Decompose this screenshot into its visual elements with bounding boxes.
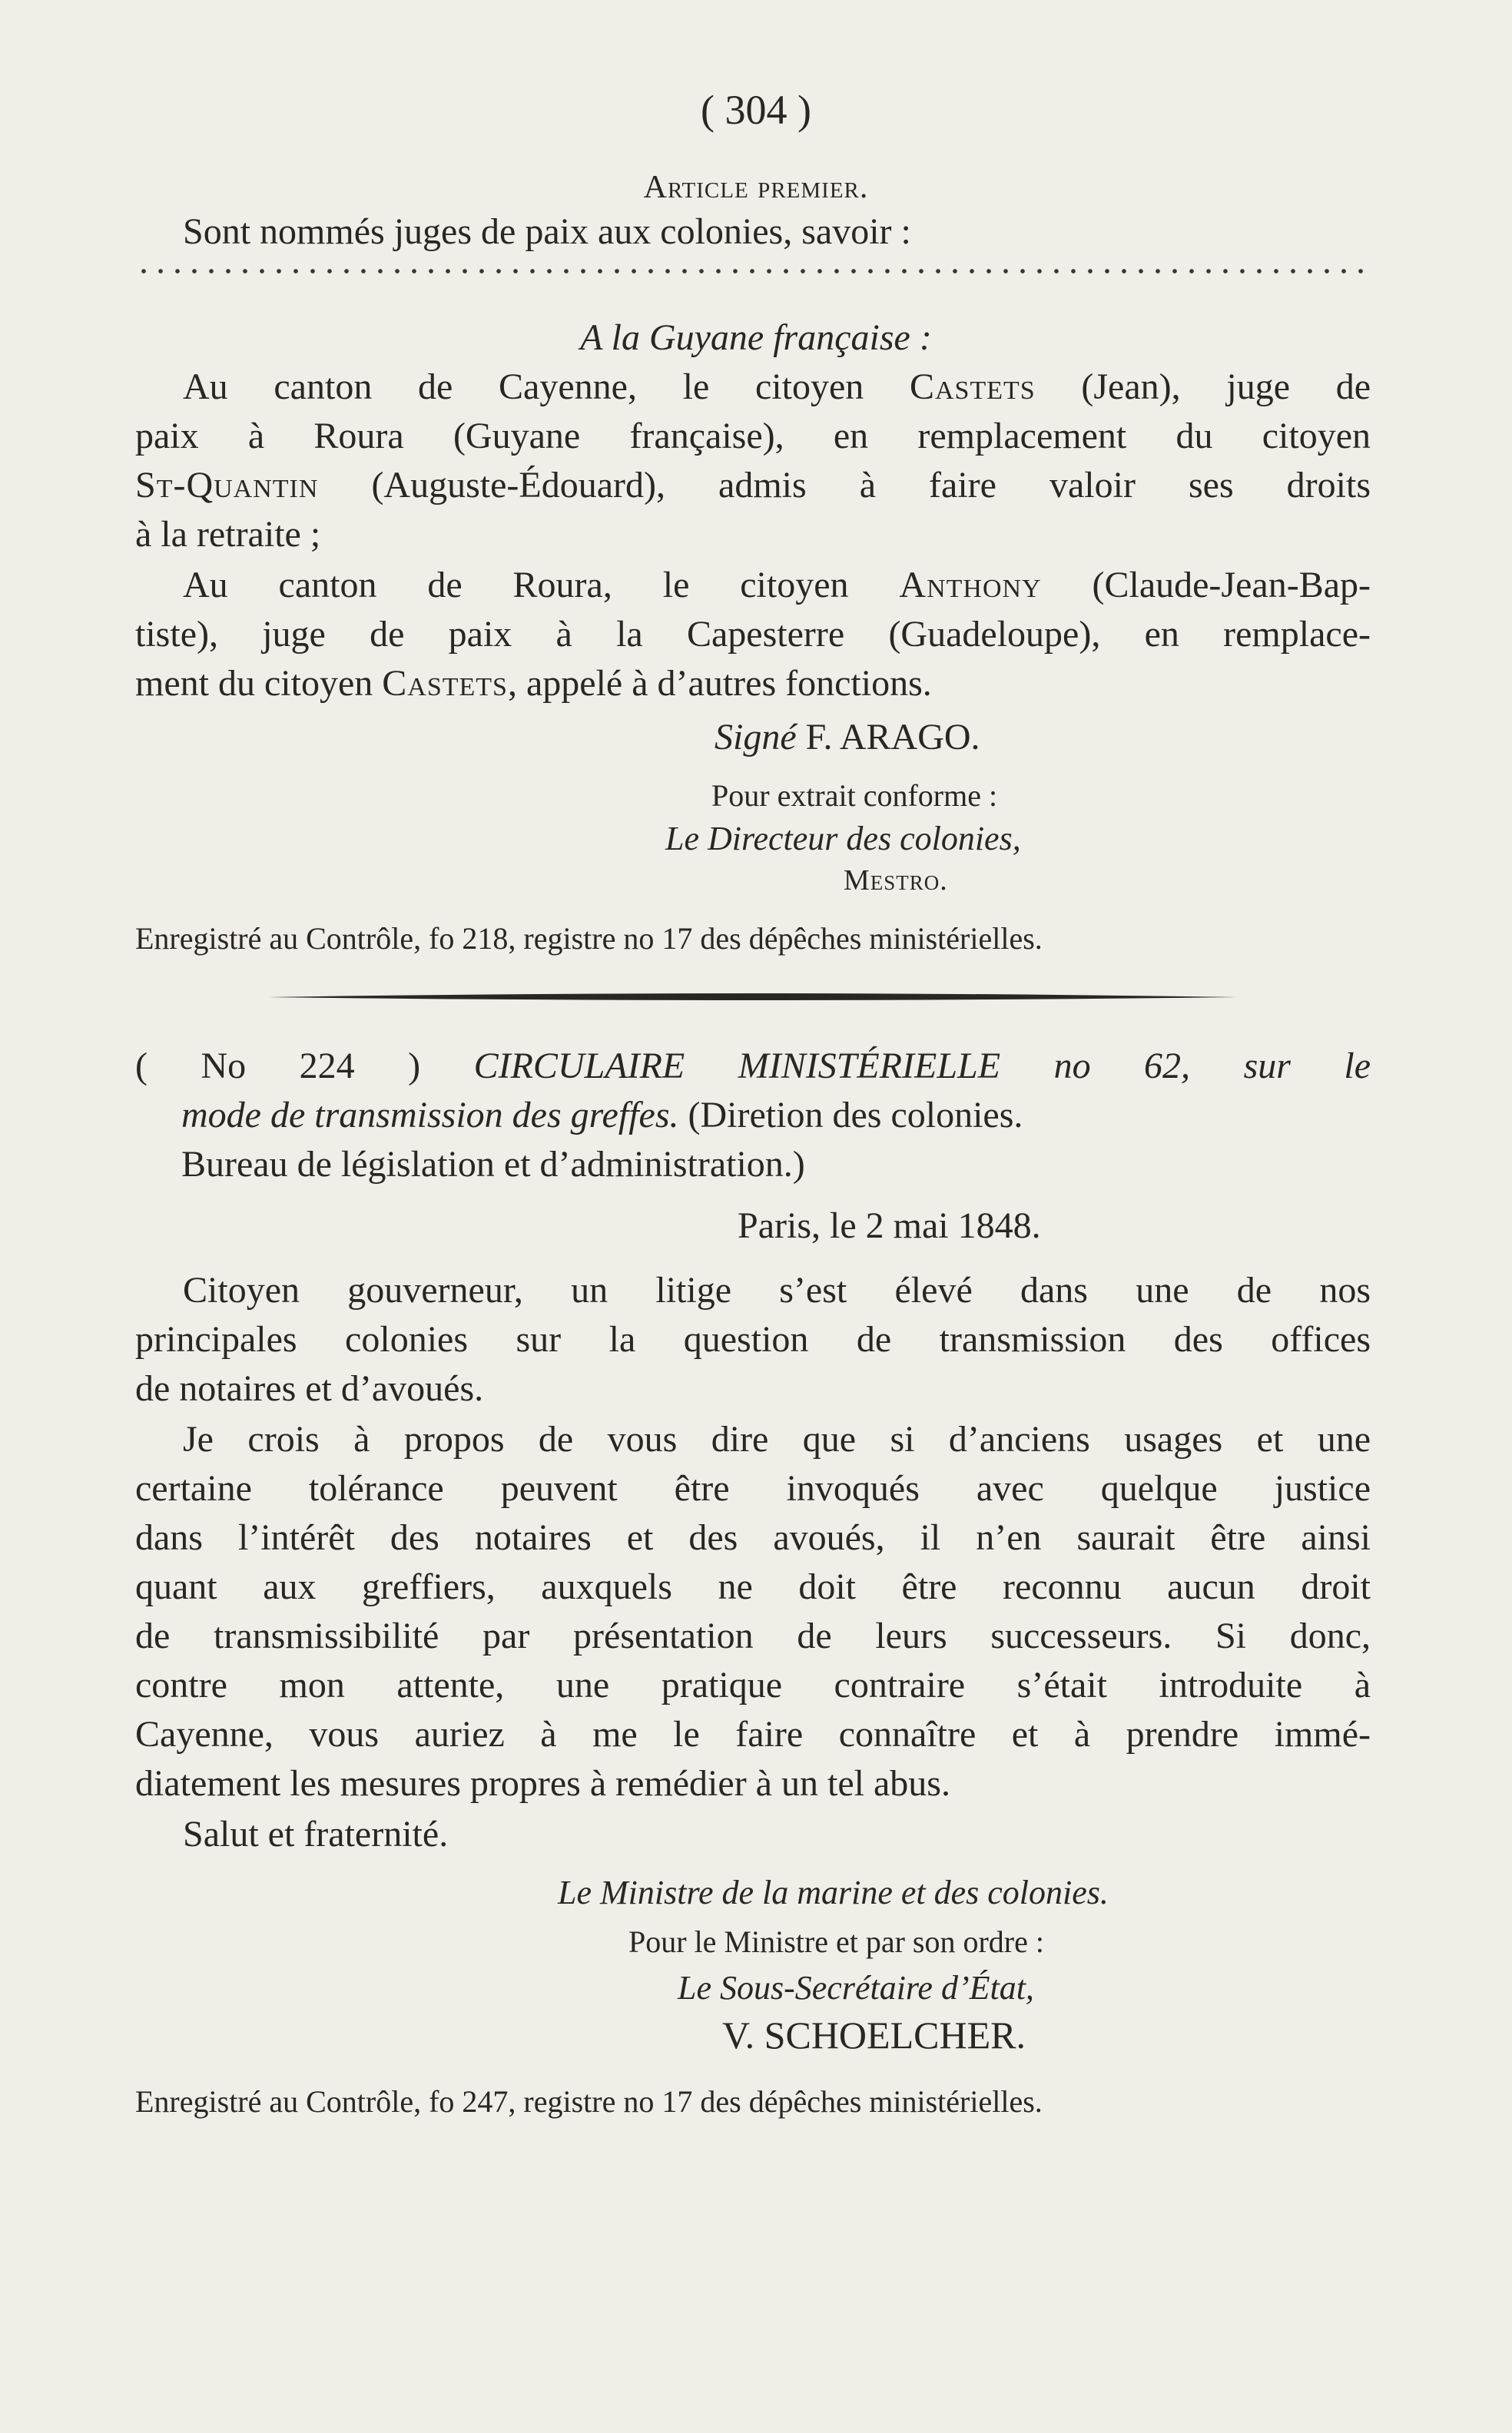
circular-heading-line1: ( No 224 ) CIRCULAIRE MINISTÉRIELLE no 62, sur le	[135, 1046, 1371, 1086]
person-name: St-Quantin	[135, 465, 319, 505]
circular-title: CIRCULAIRE MINISTÉRIELLE	[473, 1046, 1001, 1086]
region-heading: A la Guyane française :	[580, 317, 932, 358]
para2-line3: ment du citoyen Castets, appelé à d’autres fonctions.	[135, 663, 932, 704]
circular-heading-line2: mode de transmission des greffes. (Diretion des colonies.	[181, 1095, 1023, 1135]
body2-line4: quant aux greffiers, auxquels ne doit être reconnu aucun droit	[135, 1566, 1371, 1607]
body2-line7: Cayenne, vous auriez à me le faire connaître et à prendre immé-	[135, 1714, 1371, 1755]
para1-line3: St-Quantin (Auguste-Édouard), admis à faire valoir ses droits	[135, 465, 1371, 505]
undersecretary-title: Le Sous-Secrétaire d’État,	[678, 1969, 1034, 2007]
extract-note: Pour extrait conforme :	[711, 778, 998, 813]
decorative-rule	[269, 991, 1237, 1003]
body2-line3: dans l’intérêt des notaires et des avoués, il n’en saurait être ainsi	[135, 1517, 1371, 1558]
circular-heading-line3: Bureau de législation et d’administration.)	[181, 1144, 805, 1185]
para1-line4: à la retraite ;	[135, 514, 321, 555]
body2-line8: diatement les mesures propres à remédier à un tel abus.	[135, 1763, 950, 1804]
registration-note: Enregistré au Contrôle, fo 218, registre no 17 des dépêches ministérielles.	[135, 921, 1043, 956]
page-number: ( 304 )	[701, 87, 811, 133]
body2-line2: certaine tolérance peuvent être invoqués avec quelque justice	[135, 1468, 1371, 1509]
body2-line5: de transmissibilité par présentation de leurs successeurs. Si donc,	[135, 1616, 1371, 1656]
para1-line1: Au canton de Cayenne, le citoyen Castets (Jean), juge de	[183, 366, 1371, 407]
body1-line1: Citoyen gouverneur, un litige s’est élevé dans une de nos	[183, 1270, 1371, 1311]
intro-line: Sont nommés juges de paix aux colonies, savoir :	[183, 211, 911, 252]
para1-line2: paix à Roura (Guyane française), en remplacement du citoyen	[135, 416, 1371, 456]
director-title: Le Directeur des colonies,	[665, 820, 1021, 857]
ellipsis-divider	[135, 267, 1371, 275]
person-name: Anthony	[899, 565, 1042, 605]
para2-line2: tiste), juge de paix à la Capesterre (Guadeloupe), en remplace-	[135, 614, 1371, 655]
closing-salutation: Salut et fraternité.	[183, 1814, 449, 1855]
person-name: Castets	[382, 663, 508, 704]
body2-line6: contre mon attente, une pratique contraire s’était introduite à	[135, 1665, 1371, 1705]
para2-line1: Au canton de Roura, le citoyen Anthony (Claude-Jean-Bap-	[183, 565, 1371, 605]
body1-line2: principales colonies sur la question de transmission des offices	[135, 1319, 1371, 1360]
article-heading: Article premier.	[643, 170, 869, 205]
director-name: Mestro.	[844, 864, 948, 897]
circular-number: ( No 224 )	[135, 1046, 421, 1086]
minister-title: Le Ministre de la marine et des colonies.	[558, 1874, 1109, 1911]
body2-line1: Je crois à propos de vous dire que si d’anciens usages et une	[183, 1419, 1371, 1460]
registration-note-2: Enregistré au Contrôle, fo 247, registre no 17 des dépêches ministérielles.	[135, 2084, 1043, 2119]
order-note: Pour le Ministre et par son ordre :	[628, 1924, 1044, 1959]
circular-date: Paris, le 2 mai 1848.	[738, 1205, 1041, 1246]
signature-line: Signé F. ARAGO.	[715, 717, 980, 757]
body1-line3: de notaires et d’avoués.	[135, 1368, 484, 1409]
undersecretary-name: V. SCHOELCHER.	[722, 2014, 1026, 2057]
person-name: Castets	[909, 366, 1036, 407]
